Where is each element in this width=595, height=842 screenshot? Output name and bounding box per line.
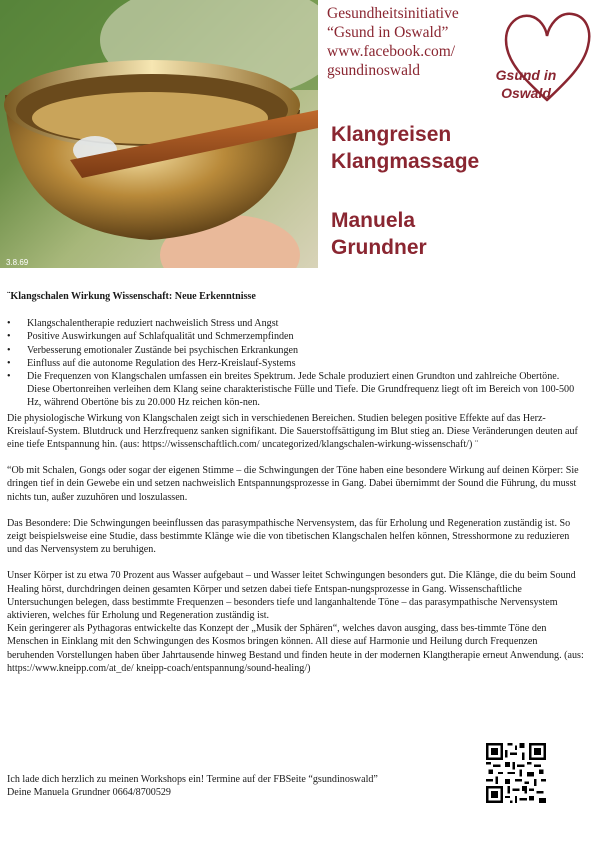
singing-bowl-photo: [0, 0, 318, 268]
list-item: • Positive Auswirkungen auf Schlafqualität und Schmerzempfinden: [7, 330, 584, 343]
author-first-name: Manuela: [331, 209, 416, 232]
org-title: Gesundheitsinitiative: [327, 5, 459, 22]
org-url-part2[interactable]: gsundinoswald: [327, 62, 420, 79]
closing-invitation: [7, 773, 477, 799]
qr-code-icon[interactable]: [486, 743, 546, 803]
paragraph-pythagoras: Kein geringerer als Pythagoras entwickelte das Konzept der „Musik der Sphären“, welches davon ausging, dass bes-timmte Töne den Menschen in Einklang mit den Schwingungen des Kosmos bringen können. All diese auf Harmonie und Heilung durch Frequenzen beruhenden Vorstellungen haben über Jahrtausende hinweg Bestand und finden heute in der modernen Klangtherapie erneut Anwendung. (aus: https://www.kneipp.com/at_de/ kneipp-coach/entspannung/sound-healing/): [7, 623, 584, 674]
logo-line2: Oswald: [501, 85, 551, 101]
author-last-name: Grundner: [331, 236, 427, 259]
list-item: • Klangschalentherapie reduziert nachweislich Stress und Angst: [7, 317, 584, 330]
list-item: • Verbesserung emotionaler Zustände bei psychischen Erkrankungen: [7, 344, 584, 357]
list-item: • Die Frequenzen von Klangschalen umfassen ein breites Spektrum. Jede Schale produziert einen Grundton und zahlreiche Obertöne. Diese Obertonreihen verleihen dem Klang seine charakteristische Fülle und Tiefe. Die Grundfrequenz liegt oft im Bereich von 100-500 Hz, während Obertöne bis zu 20.000 Hz reichen kön-nen.: [7, 370, 584, 410]
paragraph-physiology: Die physiologische Wirkung von Klangschalen zeigt sich in verschiedenen Bereichen. Studien belegen positive Effekte auf das Herz-Kreislauf-System. Blutdruck und Herzfrequenz sanken signifikant. Die Sauerstoffsättigung im Blut stieg an. Diese Veränderungen deuten auf eine tiefe Entspannung hin. (aus: https://wissenschaftlich.com/ uncategorized/klangschalen-wirkung-wissenschaft/) ¨: [7, 412, 578, 451]
paragraph-nervous-system: Das Besondere: Die Schwingungen beeinflussen das parasympathische Nervensystem, das für Erholung und Regeneration zuständig ist. So zeigt beispielsweise eine Studie, dass bestimmte Klänge wie die von tibetischen Klangschalen helfen können, Stresshormone zu reduzieren und das Nervensystem zu beruhigen.: [7, 517, 571, 556]
logo-line1: Gsund in: [495, 67, 557, 83]
logo-text: [488, 66, 564, 102]
article-body: [7, 290, 584, 675]
headline-line2: Klangmassage: [331, 150, 480, 173]
photo-number-label: 3.8.69: [6, 258, 29, 267]
org-name: “Gsund in Oswald”: [327, 24, 449, 41]
bullet-list: [7, 317, 584, 409]
headline-line1: Klangreisen: [331, 123, 452, 146]
paragraph-water: Unser Körper ist zu etwa 70 Prozent aus Wasser aufgebaut – und Wasser leitet Schwingungen besonders gut. Die Klänge, die du beim Sound Healing hörst, durchdringen deinen gesamten Körper und setzen dabei tiefe Entspan-nungsprozesse in Gang. Wissenschaftliche Untersuchungen belegen, dass bestimmte Frequenzen – besonders tiefe und langanhaltende Töne – das parasympathische Nervensystem aktivieren, welches für Erholung und Regeneration zuständig ist.: [7, 570, 576, 622]
list-item: • Einfluss auf die autonome Regulation des Herz-Kreislauf-Systems: [7, 357, 584, 370]
invitation-line: Ich lade dich herzlich zu meinen Workshops ein! Termine auf der FBSeite “gsundinoswald”: [7, 774, 378, 785]
article-heading: ¨Klangschalen Wirkung Wissenschaft: Neue Erkenntnisse: [7, 291, 256, 302]
org-url-part1[interactable]: www.facebook.com/: [327, 43, 456, 60]
headline: [331, 121, 479, 175]
contact-line: Deine Manuela Grundner 0664/8700529: [7, 787, 171, 799]
organization-info: [327, 4, 507, 80]
singing-bowl-illustration: [0, 0, 318, 268]
author-name: [331, 207, 427, 261]
paragraph-quote: “Ob mit Schalen, Gongs oder sogar der eigenen Stimme – die Schwingungen der Töne haben eine besondere Wirkung auf deinen Körper: Sie dringen tief in dein Gewebe ein und setzen nachweislich Entspannungsprozesse in Gang. Dabei übernimmt der Sound die Führung, du musst nichts tun, außer zuzuhören und loszulassen.: [7, 465, 579, 503]
